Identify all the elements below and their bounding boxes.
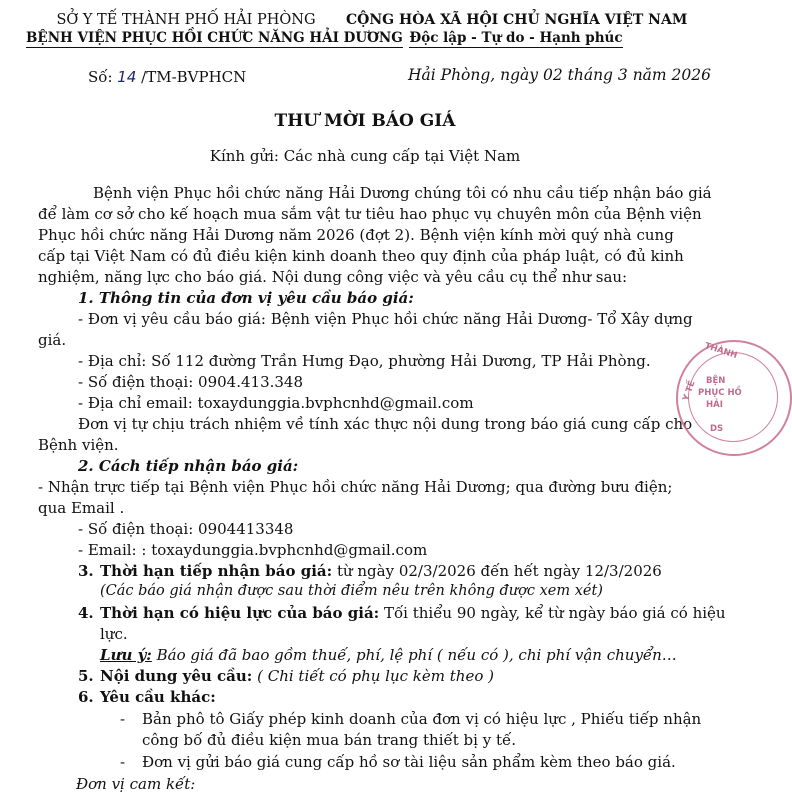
nation-line-2: Độc lập - Tự do - Hạnh phúc xyxy=(409,30,623,46)
section-6-number: 6. xyxy=(78,688,94,706)
section-4-note-label: Lưu ý: xyxy=(100,646,152,664)
section-6-item-1: Bản phô tô Giấy phép kinh doanh của đơn vị có hiệu lực , Phiếu tiếp nhận xyxy=(142,710,702,728)
section-2-heading: 2. Cách tiếp nhận báo giá: xyxy=(78,457,299,475)
section-1-address: - Địa chỉ: Số 112 đường Trần Hưng Đạo, phường Hải Dương, TP Hải Phòng. xyxy=(78,352,651,370)
intro-line-1: Bệnh viện Phục hồi chức năng Hải Dương chúng tôi có nhu cầu tiếp nhận báo giá xyxy=(93,184,712,202)
nation-header xyxy=(346,12,686,48)
intro-line-5: nghiệm, năng lực cho báo giá. Nội dung công việc và yêu cầu cụ thể như sau: xyxy=(38,268,628,286)
section-4-text-cont: lực. xyxy=(100,625,128,643)
section-6-item-1-cont: công bố đủ điều kiện mua bán trang thiết bị y tế. xyxy=(142,731,516,749)
commitment-label: Đơn vị cam kết: xyxy=(76,775,196,793)
section-6-item-2: Đơn vị gửi báo giá cung cấp hồ sơ tài liệu sản phẩm kèm theo báo giá. xyxy=(142,753,676,771)
recipient: Kính gửi: Các nhà cung cấp tại Việt Nam xyxy=(209,147,521,165)
org-line-2: BỆNH VIỆN PHỤC HỒI CHỨC NĂNG HẢI DƯƠNG xyxy=(26,30,403,46)
section-2-receive: - Nhận trực tiếp tại Bệnh viện Phục hồi chức năng Hải Dương; qua đường bưu điện; xyxy=(38,478,673,496)
section-4-note: Báo giá đã bao gồm thuế, phí, lệ phí ( nếu có ), chi phí vận chuyển… xyxy=(151,646,677,664)
doc-number-prefix: Số: xyxy=(88,68,113,86)
document-number xyxy=(88,68,246,86)
intro-line-2: để làm cơ sở cho kế hoạch mua sắm vật tư tiêu hao phục vụ chuyên môn của Bệnh viện xyxy=(38,205,702,223)
section-4-heading: Thời hạn có hiệu lực của báo giá: xyxy=(100,604,380,622)
place-date: Hải Phòng, ngày 02 tháng 3 năm 2026 xyxy=(408,66,711,84)
section-3-number: 3. xyxy=(78,562,94,580)
section-2-receive-cont: qua Email . xyxy=(38,499,125,517)
section-6-bullet-1: - xyxy=(120,710,126,728)
seal-line-2: PHỤC HỒ xyxy=(698,388,742,398)
section-4 xyxy=(78,604,726,622)
section-1-phone: - Số điện thoại: 0904.413.348 xyxy=(78,373,304,391)
section-1-email: - Địa chỉ email: toxaydunggia.bvphcnhd@gmail.com xyxy=(78,394,474,412)
seal-side-text: Y TẾ xyxy=(681,379,698,403)
seal-ring-text: THÀNH xyxy=(703,341,739,361)
nation-line-1: CỘNG HÒA XÃ HỘI CHỦ NGHĨA VIỆT NAM xyxy=(346,12,688,28)
section-5-heading: Nội dung yêu cầu: xyxy=(100,667,253,685)
section-4-number: 4. xyxy=(78,604,94,622)
section-4-note-line xyxy=(100,646,677,664)
intro-line-4: cấp tại Việt Nam có đủ điều kiện kinh doanh theo quy định của pháp luật, có đủ kinh xyxy=(38,247,684,265)
seal-line-3: HẢI xyxy=(706,400,723,410)
section-5-number: 5. xyxy=(78,667,94,685)
doc-number-handwritten: 14 xyxy=(117,68,137,86)
org-header xyxy=(26,12,403,48)
official-seal xyxy=(676,340,792,456)
section-1-unit-cont: giá. xyxy=(38,331,67,349)
section-2-email: - Email: : toxaydunggia.bvphcnhd@gmail.com xyxy=(78,541,428,559)
page-title: THƯ MỜI BÁO GIÁ xyxy=(274,111,456,131)
seal-line-1: BỆN xyxy=(706,376,726,386)
section-1-responsibility-cont: Bệnh viện. xyxy=(38,436,119,454)
section-3-text: từ ngày 02/3/2026 đến hết ngày 12/3/2026 xyxy=(332,562,662,580)
section-6-heading: Yêu cầu khác: xyxy=(100,688,216,706)
intro-line-3: Phục hồi chức năng Hải Dương năm 2026 (đợt 2). Bệnh viện kính mời quý nhà cung xyxy=(38,226,674,244)
section-5-text: ( Chi tiết có phụ lục kèm theo ) xyxy=(252,667,494,685)
section-2-phone: - Số điện thoại: 0904413348 xyxy=(78,520,294,538)
section-1-heading: 1. Thông tin của đơn vị yêu cầu báo giá: xyxy=(78,289,414,307)
section-1-responsibility: Đơn vị tự chịu trách nhiệm về tính xác thực nội dung trong báo giá cung cấp cho xyxy=(78,415,693,433)
section-6-bullet-2: - xyxy=(120,753,126,771)
section-1-unit: - Đơn vị yêu cầu báo giá: Bệnh viện Phục hồi chức năng Hải Dương- Tổ Xây dựng xyxy=(78,310,693,328)
section-4-text: Tối thiểu 90 ngày, kể từ ngày báo giá có hiệu xyxy=(379,604,726,622)
section-3-note: (Các báo giá nhận được sau thời điểm nêu trên không được xem xét) xyxy=(100,583,603,599)
section-5 xyxy=(78,667,494,685)
seal-line-4: DS xyxy=(710,424,724,434)
section-3 xyxy=(78,562,662,580)
org-line-1: SỞ Y TẾ THÀNH PHỐ HẢI PHÒNG xyxy=(56,12,316,28)
section-3-heading: Thời hạn tiếp nhận báo giá: xyxy=(100,562,333,580)
doc-number-suffix: /TM-BVPHCN xyxy=(141,68,247,86)
section-6 xyxy=(78,688,216,706)
